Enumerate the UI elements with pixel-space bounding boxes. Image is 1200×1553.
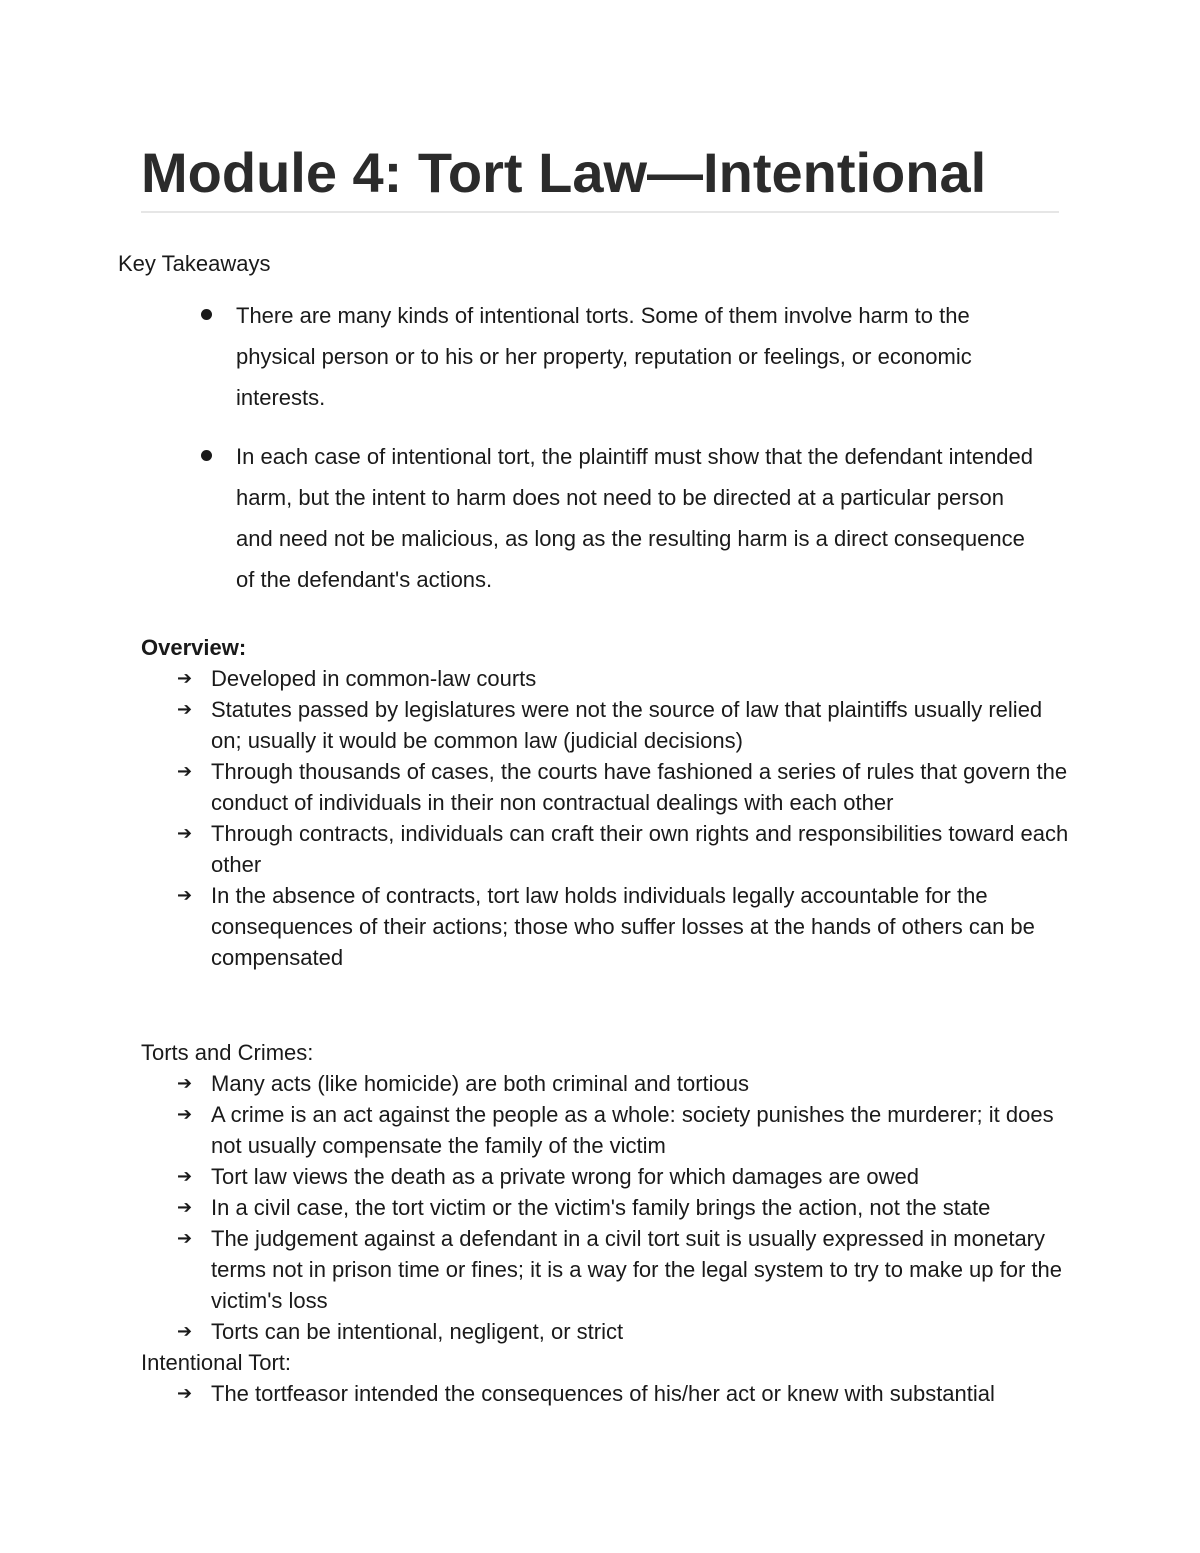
takeaway-text: There are many kinds of intentional torts. Some of them involve harm to the physical person or to his or her property, reputation or feelings, or economic interests. [236,303,972,410]
bullet-dot-icon [201,309,212,320]
arrow-right-icon: ➔ [177,1197,193,1218]
takeaway-item [195,436,1040,600]
takeaway-item [195,295,1040,418]
list-item-text: Through contracts, individuals can craft their own rights and responsibilities toward each other [211,821,1069,877]
list-item [141,1161,1071,1192]
overview-list [141,663,1071,973]
intentional-tort-heading: Intentional Tort: [141,1350,292,1375]
list-item-text: The judgement against a defendant in a civil tort suit is usually expressed in monetary terms not in prison time or fines; it is a way for the legal system to try to make up for the victim's loss [211,1226,1063,1313]
takeaway-text: In each case of intentional tort, the plaintiff must show that the defendant intended harm, but the intent to harm does not need to be directed at a particular person and need not be malicious, as long as the resulting harm is a direct consequence of the defendant's actions. [236,444,1034,592]
list-item [141,663,1071,694]
list-item-text: In the absence of contracts, tort law holds individuals legally accountable for the consequences of their actions; those who suffer losses at the hands of others can be compensated [211,883,1035,970]
bullet-dot-icon [201,450,212,461]
list-item-text: Many acts (like homicide) are both criminal and tortious [211,1071,750,1096]
arrow-right-icon: ➔ [177,1383,193,1404]
key-takeaways-list [195,295,1040,618]
list-item [141,1099,1071,1161]
list-item-text: The tortfeasor intended the consequences of his/her act or knew with substantial [211,1381,995,1406]
torts-and-crimes-heading: Torts and Crimes: [141,1040,314,1065]
arrow-right-icon: ➔ [177,1073,193,1094]
list-item-text: Developed in common-law courts [211,666,537,691]
overview-section [141,632,1071,973]
title-divider [141,211,1059,213]
arrow-right-icon: ➔ [177,1104,193,1125]
arrow-right-icon: ➔ [177,761,193,782]
list-item [141,1223,1071,1316]
key-takeaways-label: Key Takeaways [118,251,271,276]
overview-heading: Overview: [141,635,247,660]
arrow-right-icon: ➔ [177,1228,193,1249]
list-item [141,756,1071,818]
list-item [141,1192,1071,1223]
intentional-tort-list [141,1378,1071,1409]
list-item [141,694,1071,756]
torts-and-crimes-list [141,1068,1071,1347]
arrow-right-icon: ➔ [177,823,193,844]
list-item [141,880,1071,973]
page-title: Module 4: Tort Law—Intentional [141,141,987,204]
list-item-text: Tort law views the death as a private wrong for which damages are owed [211,1164,920,1189]
list-item [141,1068,1071,1099]
list-item-text: In a civil case, the tort victim or the victim's family brings the action, not the state [211,1195,991,1220]
list-item [141,1378,1071,1409]
list-item [141,818,1071,880]
arrow-right-icon: ➔ [177,668,193,689]
arrow-right-icon: ➔ [177,1166,193,1187]
list-item-text: Torts can be intentional, negligent, or strict [211,1319,624,1344]
arrow-right-icon: ➔ [177,699,193,720]
arrow-right-icon: ➔ [177,1321,193,1342]
list-item-text: A crime is an act against the people as a whole: society punishes the murderer; it does not usually compensate the family of the victim [211,1102,1054,1158]
list-item-text: Through thousands of cases, the courts have fashioned a series of rules that govern the conduct of individuals in their non contractual dealings with each other [211,759,1068,815]
torts-and-crimes-section [141,1037,1071,1409]
list-item-text: Statutes passed by legislatures were not the source of law that plaintiffs usually relied on; usually it would be common law (judicial decisions) [211,697,1043,753]
arrow-right-icon: ➔ [177,885,193,906]
list-item [141,1316,1071,1347]
